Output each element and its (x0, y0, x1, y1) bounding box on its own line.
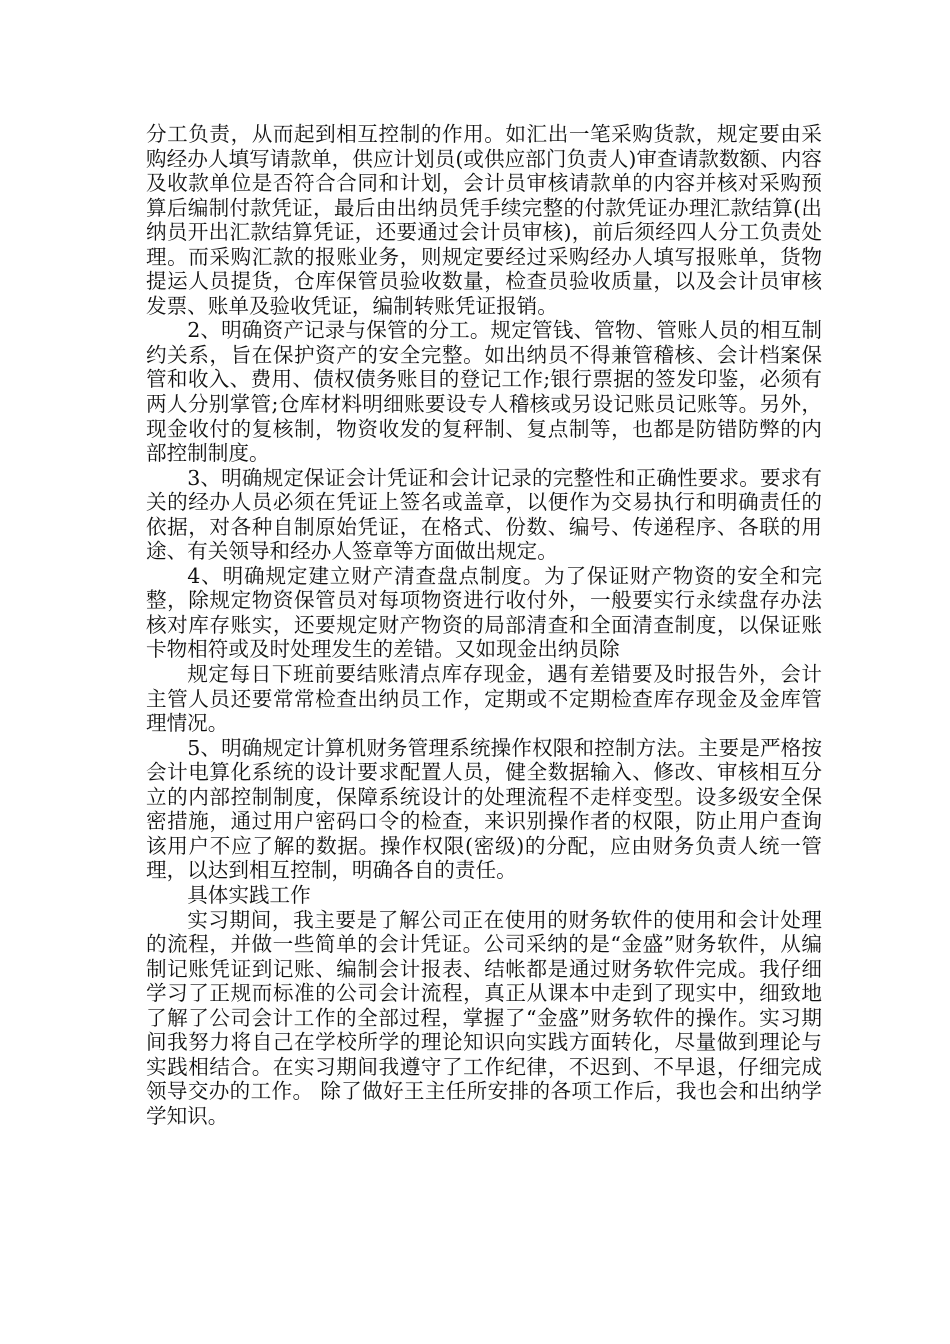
paragraph-cash-check: 规定每日下班前要结账清点库存现金，遇有差错要及时报告外，会计主管人员还要常常检查出纳员工作，定期或不定期检查库存现金及金库管理情况。 (146, 662, 822, 736)
document-body (146, 122, 822, 1128)
paragraph-internship: 实习期间，我主要是了解公司正在使用的财务软件的使用和会计处理的流程，并做一些简单的会计凭证。公司采纳的是“金盛”财务软件，从编制记账凭证到记账、编制会计报表、结帐都是通过财务软件完成。我仔细学习了正规而标准的公司会计流程，真正从课本中走到了现实中，细致地了解了公司会计工作的全部过程，掌握了“金盛”财务软件的操作。实习期间我努力将自己在学校所学的理论知识向实践方面转化，尽量做到理论与实践相结合。在实习期间我遵守了工作纪律，不迟到、不早退，仔细完成领导交办的工作。 除了做好王主任所安排的各项工作后，我也会和出纳学学知识。 (146, 907, 822, 1128)
paragraph-asset-custody: 2、明确资产记录与保管的分工。规定管钱、管物、管账人员的相互制约关系，旨在保护资产的安全完整。如出纳员不得兼管稽核、会计档案保管和收入、费用、债权债务账目的登记工作;银行票据的签发印鉴，必须有两人分别掌管;仓库材料明细账要设专人稽核或另设记账员记账等。另外，现金收付的复核制，物资收发的复秤制、复点制等，也都是防错防弊的内部控制制度。 (146, 318, 822, 466)
paragraph-division-of-duties: 分工负责，从而起到相互控制的作用。如汇出一笔采购货款，规定要由采购经办人填写请款单，供应计划员(或供应部门负责人)审查请款数额、内容及收款单位是否符合合同和计划，会计员审核请款单的内容并核对采购预算后编制付款凭证，最后由出纳员凭手续完整的付款凭证办理汇款结算(出纳员开出汇款结算凭证，还要通过会计员审核)，前后须经四人分工负责处理。而采购汇款的报账业务，则规定要经过采购经办人填写报账单，货物提运人员提货，仓库保管员验收数量，检查员验收质量，以及会计员审核发票、账单及验收凭证，编制转账凭证报销。 (146, 122, 822, 318)
paragraph-property-inventory: 4、明确规定建立财产清查盘点制度。为了保证财产物资的安全和完整，除规定物资保管员对每项物资进行收付外，一般要实行永续盘存办法核对库存账实，还要规定财产物资的局部清查和全面清查制度，以保证账卡物相符或及时处理发生的差错。又如现金出纳员除 (146, 563, 822, 662)
paragraph-voucher-integrity: 3、明确规定保证会计凭证和会计记录的完整性和正确性要求。要求有关的经办人员必须在凭证上签名或盖章，以便作为交易执行和明确责任的依据，对各种自制原始凭证，在格式、份数、编号、传递程序、各联的用途、有关领导和经办人签章等方面做出规定。 (146, 465, 822, 564)
section-heading-practice: 具体实践工作 (187, 882, 311, 907)
paragraph-computer-system-control: 5、明确规定计算机财务管理系统操作权限和控制方法。主要是严格按会计电算化系统的设计要求配置人员，健全数据输入、修改、审核相互分立的内部控制制度，保障系统设计的处理流程不走样变型。设多级安全保密措施，通过用户密码口令的检查，来识别操作者的权限，防止用户查询该用户不应了解的数据。操作权限(密级)的分配，应由财务负责人统一管理，以达到相互控制，明确各自的责任。 (146, 735, 822, 883)
